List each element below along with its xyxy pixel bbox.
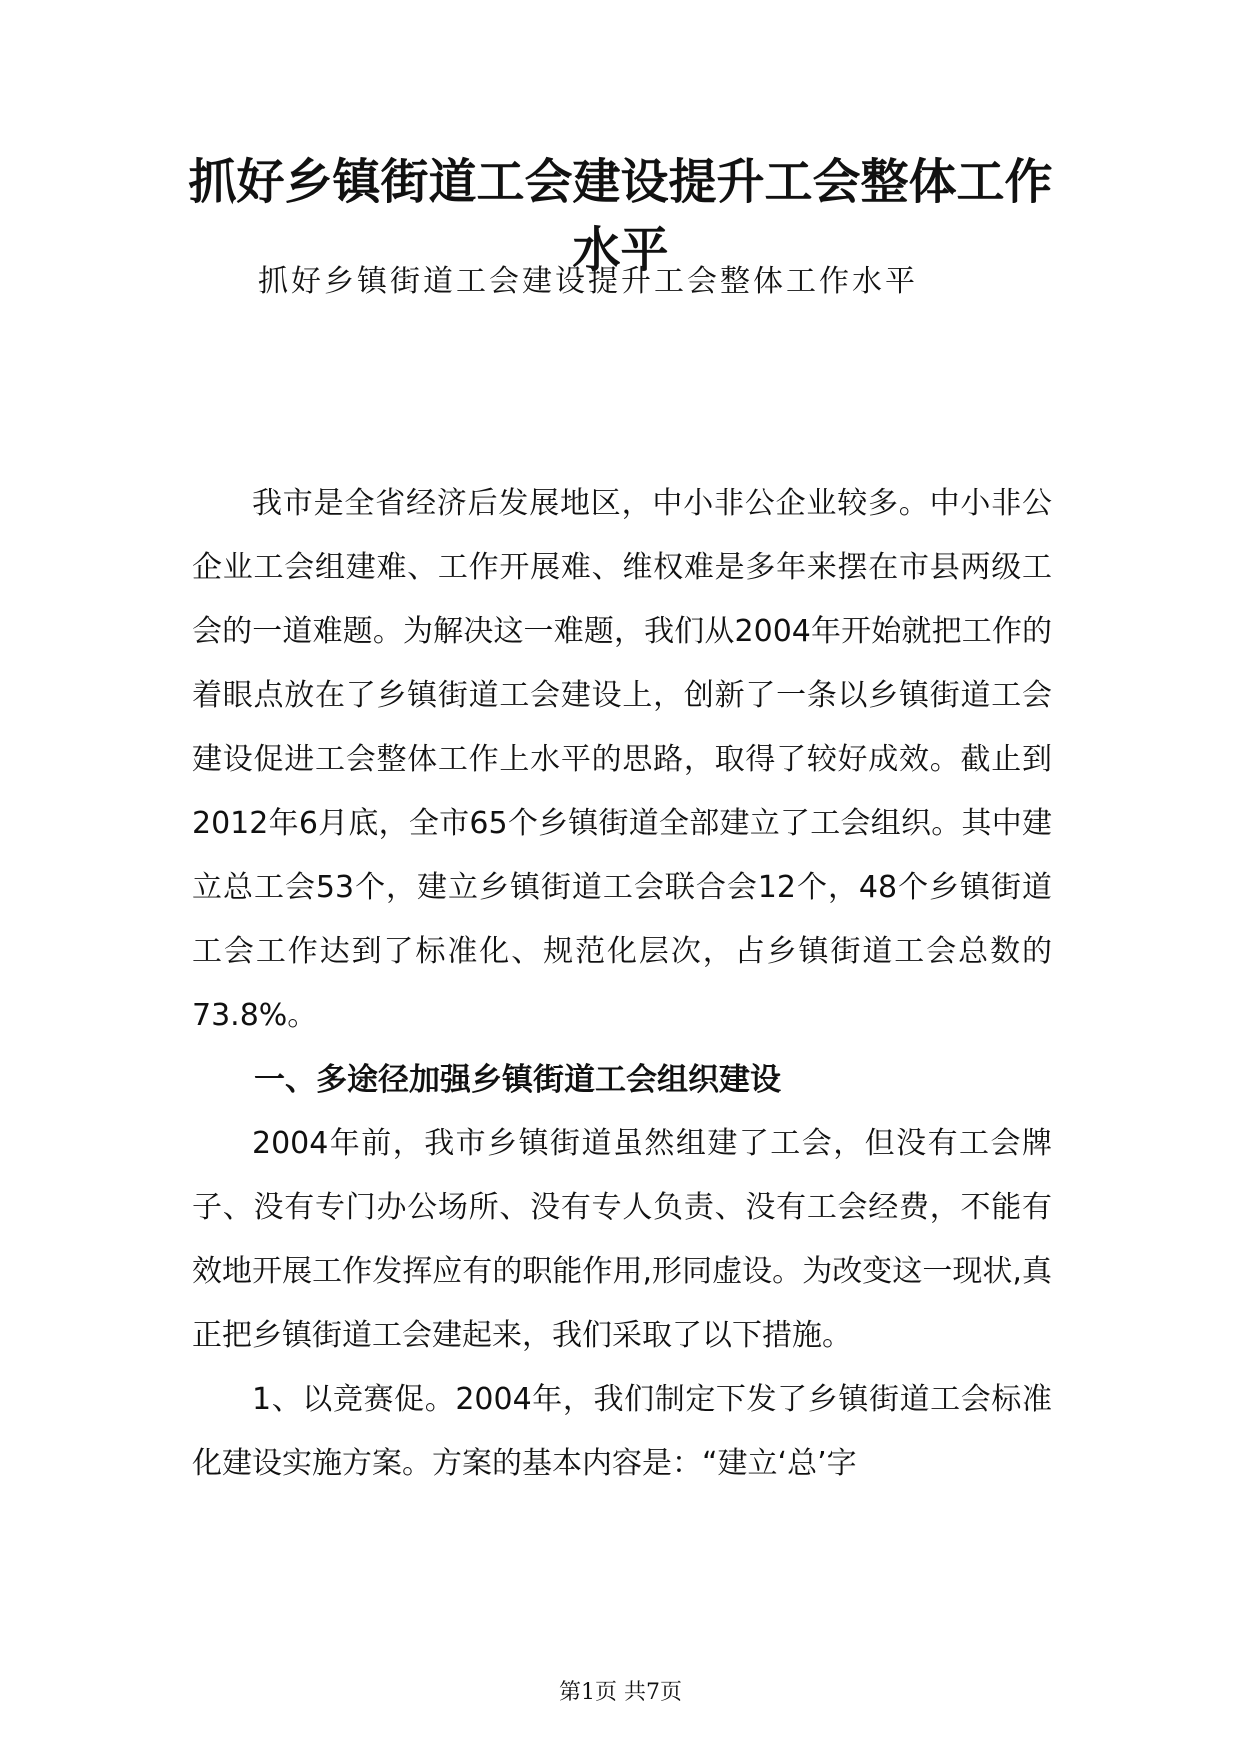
paragraph-section-1: 2004年前，我市乡镇街道虽然组建了工会，但没有工会牌子、没有专门办公场所、没有专人负责、没有工会经费，不能有效地开展工作发挥应有的职能作用,形同虚设。为改变这一现状,真正把乡镇街道工会建起来，我们采取了以下措施。	[192, 1126, 1052, 1353]
paragraph-item-1: 1、以竞赛促。2004年，我们制定下发了乡镇街道工会标准化建设实施方案。方案的基本内容是：“建立‘总’字	[192, 1382, 1052, 1481]
section-heading-1: 一、多途径加强乡镇街道工会组织建设	[254, 1062, 781, 1098]
document-subtitle: 抓好乡镇街道工会建设提升工会整体工作水平	[258, 264, 918, 299]
paragraph-intro: 我市是全省经济后发展地区，中小非公企业较多。中小非公企业工会组建难、工作开展难、维权难是多年来摆在市县两级工会的一道难题。为解决这一难题，我们从2004年开始就把工作的着眼点放在了乡镇街道工会建设上，创新了一条以乡镇街道工会建设促进工会整体工作上水平的思路，取得了较好成效。截止到2012年6月底，全市65个乡镇街道全部建立了工会组织。其中建立总工会53个，建立乡镇街道工会联合会12个，48个乡镇街道工会工作达到了标准化、规范化层次，占乡镇街道工会总数的73.8%。	[192, 486, 1052, 1033]
title-line-1: 抓好乡镇街道工会建设提升工会整体工作	[188, 154, 1053, 210]
title-line-2: 水平	[572, 222, 669, 278]
document-body	[192, 472, 1052, 1496]
page-footer: 第1页 共7页	[559, 1680, 682, 1705]
